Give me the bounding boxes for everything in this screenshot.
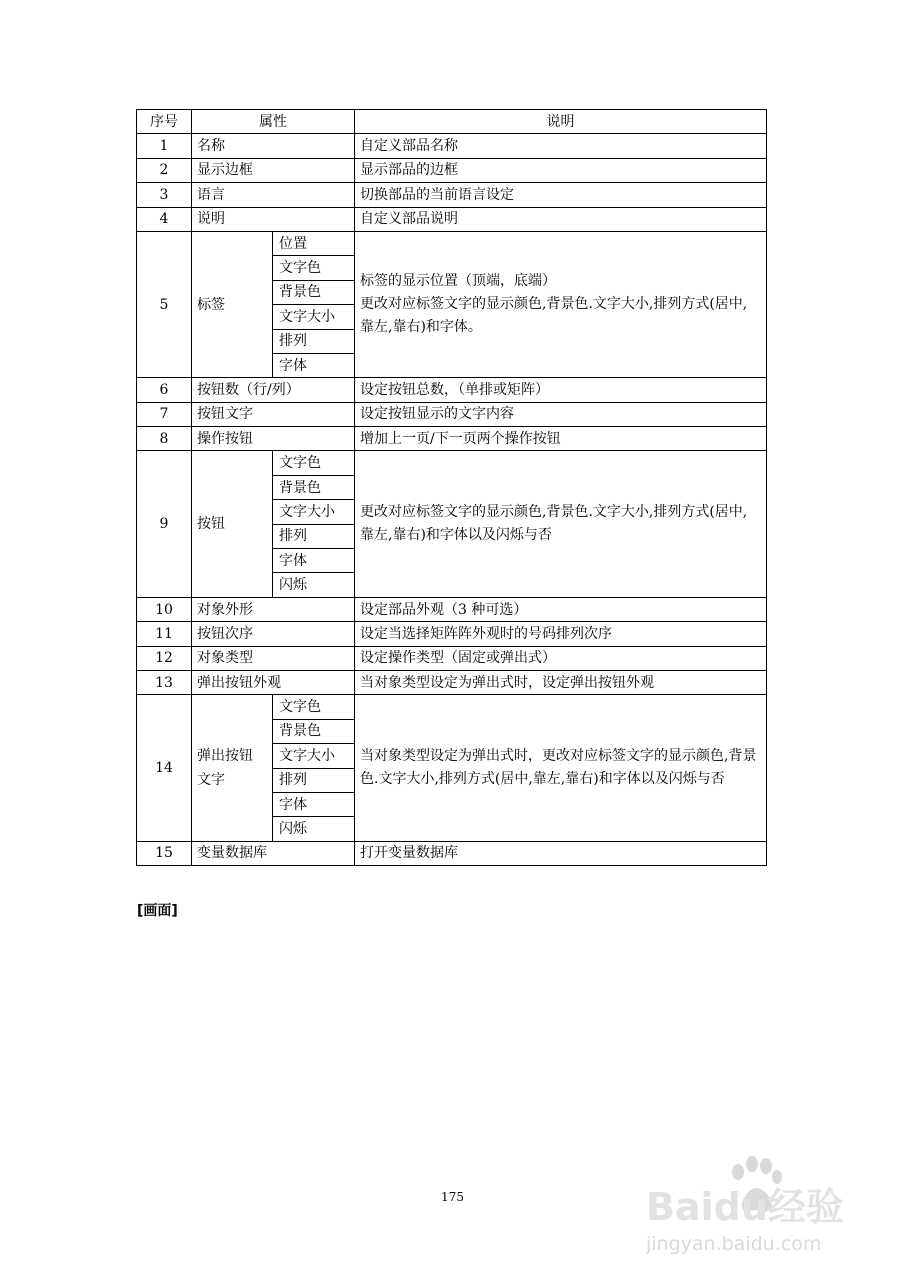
row-no: 9 bbox=[137, 451, 192, 597]
sub-attr: 背景色 bbox=[273, 475, 355, 499]
row-attr: 标签 bbox=[192, 231, 273, 377]
header-attr: 属性 bbox=[192, 110, 355, 134]
row-no: 14 bbox=[137, 695, 192, 841]
row-desc: 增加上一页/下一页两个操作按钮 bbox=[355, 427, 767, 451]
table-row bbox=[137, 402, 767, 426]
row-attr bbox=[192, 695, 273, 841]
table-row bbox=[137, 134, 767, 158]
row-desc: 设定按钮显示的文字内容 bbox=[355, 402, 767, 426]
row-desc: 设定按钮总数，（单排或矩阵） bbox=[355, 378, 767, 402]
row-attr-line: 文字 bbox=[197, 772, 225, 789]
row-no: 1 bbox=[137, 134, 192, 158]
baidu-jingyan-watermark bbox=[644, 1150, 874, 1260]
sub-attr: 字体 bbox=[273, 549, 355, 573]
sub-attr: 闪烁 bbox=[273, 817, 355, 841]
table-header-row bbox=[137, 110, 767, 134]
sub-attr: 文字大小 bbox=[273, 744, 355, 768]
sub-attr: 排列 bbox=[273, 524, 355, 548]
table-row bbox=[137, 451, 767, 475]
row-desc: 自定义部品说明 bbox=[355, 207, 767, 231]
sub-attr: 排列 bbox=[273, 329, 355, 353]
sub-attr: 文字色 bbox=[273, 451, 355, 475]
header-desc: 说明 bbox=[355, 110, 767, 134]
header-no: 序号 bbox=[137, 110, 192, 134]
table-row bbox=[137, 207, 767, 231]
row-desc: 显示部品的边框 bbox=[355, 158, 767, 182]
row-attr: 按钮 bbox=[192, 451, 273, 597]
row-attr: 显示边框 bbox=[192, 158, 355, 182]
row-no: 6 bbox=[137, 378, 192, 402]
row-attr: 对象类型 bbox=[192, 646, 355, 670]
watermark-url: jingyan.baidu.com bbox=[646, 1233, 822, 1255]
row-no: 5 bbox=[137, 231, 192, 377]
sub-attr: 文字大小 bbox=[273, 305, 355, 329]
section-heading: [画面] bbox=[137, 903, 178, 919]
row-no: 11 bbox=[137, 622, 192, 646]
row-desc: 当对象类型设定为弹出式时，设定弹出按钮外观 bbox=[355, 670, 767, 694]
sub-attr: 文字色 bbox=[273, 695, 355, 719]
row-no: 10 bbox=[137, 597, 192, 621]
sub-attr: 背景色 bbox=[273, 719, 355, 743]
row-no: 7 bbox=[137, 402, 192, 426]
sub-attr: 字体 bbox=[273, 792, 355, 816]
table-row bbox=[137, 378, 767, 402]
row-no: 12 bbox=[137, 646, 192, 670]
sub-attr: 背景色 bbox=[273, 280, 355, 304]
row-desc: 设定操作类型（固定或弹出式） bbox=[355, 646, 767, 670]
table-row bbox=[137, 670, 767, 694]
table-row bbox=[137, 183, 767, 207]
row-no: 13 bbox=[137, 670, 192, 694]
row-attr: 对象外形 bbox=[192, 597, 355, 621]
row-attr-line: 弹出按钮 bbox=[197, 748, 253, 765]
row-desc: 自定义部品名称 bbox=[355, 134, 767, 158]
row-attr: 按钮文字 bbox=[192, 402, 355, 426]
row-attr: 按钮数（行/列） bbox=[192, 378, 355, 402]
row-desc: 更改对应标签文字的显示颜色,背景色.文字大小,排列方式(居中,靠左,靠右)和字体以及闪烁与否 bbox=[355, 451, 767, 597]
watermark-brand: Baidu经验 bbox=[646, 1185, 844, 1229]
sub-attr: 文字色 bbox=[273, 256, 355, 280]
row-desc-line: 标签的显示位置（顶端，底端） bbox=[360, 273, 556, 290]
row-desc: 当对象类型设定为弹出式时，更改对应标签文字的显示颜色,背景色.文字大小,排列方式(居中,靠左,靠右)和字体以及闪烁与否 bbox=[355, 695, 767, 841]
row-desc: 设定当选择矩阵阵外观时的号码排列次序 bbox=[355, 622, 767, 646]
page-number: 175 bbox=[441, 1190, 464, 1204]
sub-attr: 文字大小 bbox=[273, 500, 355, 524]
row-attr: 语言 bbox=[192, 183, 355, 207]
table-row bbox=[137, 427, 767, 451]
row-attr: 操作按钮 bbox=[192, 427, 355, 451]
table-row bbox=[137, 158, 767, 182]
row-attr: 按钮次序 bbox=[192, 622, 355, 646]
sub-attr: 闪烁 bbox=[273, 573, 355, 597]
table-row bbox=[137, 646, 767, 670]
row-attr: 弹出按钮外观 bbox=[192, 670, 355, 694]
row-attr: 变量数据库 bbox=[192, 841, 355, 865]
row-no: 2 bbox=[137, 158, 192, 182]
table-row bbox=[137, 695, 767, 719]
sub-attr: 位置 bbox=[273, 231, 355, 255]
row-no: 4 bbox=[137, 207, 192, 231]
row-attr: 说明 bbox=[192, 207, 355, 231]
table-row bbox=[137, 622, 767, 646]
row-desc bbox=[355, 231, 767, 377]
sub-attr: 字体 bbox=[273, 353, 355, 377]
row-desc: 打开变量数据库 bbox=[355, 841, 767, 865]
row-desc: 切换部品的当前语言设定 bbox=[355, 183, 767, 207]
table-row bbox=[137, 841, 767, 865]
row-attr: 名称 bbox=[192, 134, 355, 158]
table-row bbox=[137, 597, 767, 621]
row-no: 3 bbox=[137, 183, 192, 207]
sub-attr: 排列 bbox=[273, 768, 355, 792]
row-desc-line: 更改对应标签文字的显示颜色,背景色.文字大小,排列方式(居中,靠左,靠右)和字体。 bbox=[360, 296, 748, 336]
row-desc: 设定部品外观（3 种可选） bbox=[355, 597, 767, 621]
row-no: 15 bbox=[137, 841, 192, 865]
row-no: 8 bbox=[137, 427, 192, 451]
attribute-table bbox=[136, 109, 767, 866]
table-row bbox=[137, 231, 767, 255]
